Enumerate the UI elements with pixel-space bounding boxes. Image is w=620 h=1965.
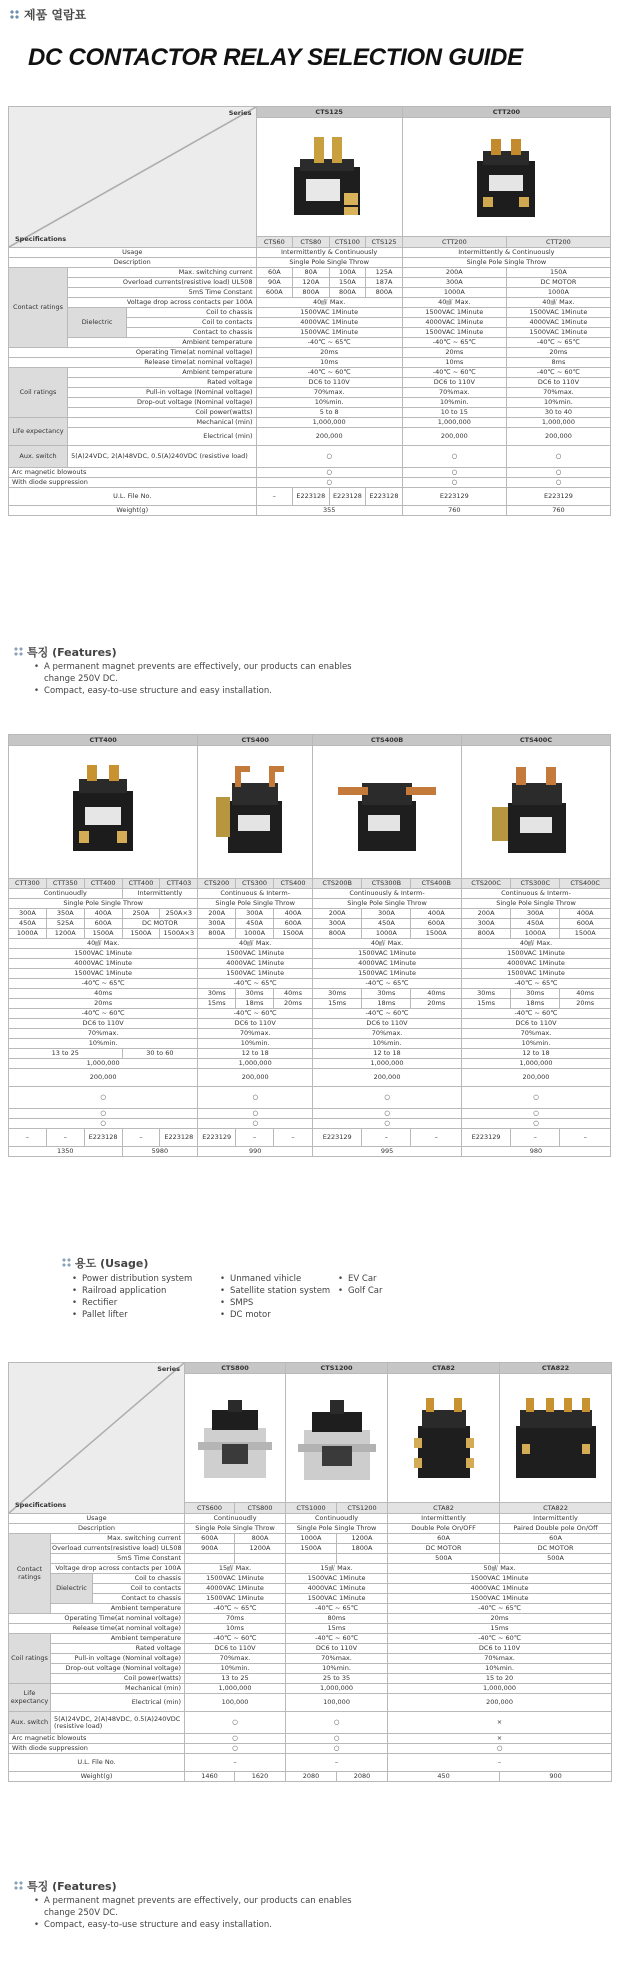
- specs-corner-3: Series Specifications: [9, 1363, 185, 1514]
- usage-item: • Railroad application: [72, 1285, 192, 1297]
- dots-icon: [62, 1258, 72, 1268]
- cts800-figure: [185, 1374, 286, 1503]
- feature-item: • A permanent magnet prevents are effectively, our products can enables change 250V DC.: [34, 1895, 594, 1919]
- cta822-figure: [500, 1374, 612, 1503]
- section-tag: 제품 열람표: [10, 6, 86, 23]
- section-dielectric-3: Dielectric: [51, 1574, 93, 1604]
- cts400c-figure: [461, 746, 610, 879]
- cta82-figure: [388, 1374, 500, 1503]
- selection-table-1: Series Specifications CTS125 CTT200 CTS60 CTS80 CTS100 CTS125 CTT200 CTT200 Usage Intermittently & Continuously Intermittently & Continuously Description Single Pole Single Throw Single Pole Single Throw Contact ratings Max. switching current 60A 80A 100A 125A 200A 150A Overload currents(resistive load) UL508 90A 120A 150A 187A 300A DC MOTOR 5mS Time Constant 600A 800A 800A 800A 1000A 1000A Voltage drop across contacts per 100A 40㎷ Max. 40㎷ Max. 40㎷ Max. Dielectric Coil to chassis 1500VAC 1Minute 1500VAC 1Minute 1500VAC 1Minute Coil to contacts 4000VAC 1Minute 4000VAC 1Minute 4000VAC 1Minute Contact to chassis 1500VAC 1Minute 1500VAC 1Minute 1500VAC 1Minute Ambient temperature -40℃ ~ 65℃ -40℃ ~ 65℃ -40℃ ~ 65℃ Operating Time(at nominal voltage) 20ms 20ms 20ms Release time(at nominal voltage) 10ms 10ms 8ms Coil ratings Ambient temperature -40℃ ~ 60℃ -40℃ ~ 60℃ -40℃ ~ 60℃ Rated voltage DC6 to 110V DC6 to 110V DC6 to 110V Pull-in voltage (Nominal voltage) 70%max. 70%max. 70%max. Drop-out voltage (Nominal voltage) 10%min. 10%min. 10%min. Coil power(watts) 5 to 8 10 to 15 30 to 40 Life expectancy Mechanical (min) 1,000,000 1,000,000 1,000,000 Electrical (min) 200,000 200,000 200,000 Aux. switch 5(A)24VDC, 2(A)48VDC, 0.5(A)240VDC (resistive load) ○ ○ ○ Arc magnetic blowouts ○ ○ ○ With diode suppression ○ ○ ○ U.L. File No. – E223128 E223128 E223128 E223129 E223129 Weight(g) 355 760 760: [8, 106, 611, 516]
- usage-item: • Pallet lifter: [72, 1309, 192, 1321]
- features-list-1: [34, 661, 594, 697]
- section-life-expectancy: Life expectancy: [9, 418, 68, 446]
- specs-corner: Series Specifications: [9, 107, 257, 248]
- usage-title: 용도 (Usage): [62, 1255, 148, 1271]
- features-title-1: 특징 (Features): [14, 644, 117, 660]
- usage-item: • Satellite station system: [220, 1285, 330, 1297]
- features-list-2: [34, 1895, 594, 1931]
- usage-item: • Rectifier: [72, 1297, 192, 1309]
- usage-item: • SMPS: [220, 1297, 330, 1309]
- section-life-expectancy-3: Life expectancy: [9, 1684, 51, 1712]
- series-ctt200: CTT200: [402, 107, 610, 118]
- usage-item: • Power distribution system: [72, 1273, 192, 1285]
- section-coil-ratings-3: Coil ratings: [9, 1634, 51, 1684]
- section-coil-ratings: Coil ratings: [9, 368, 68, 418]
- cts400b-figure: [313, 746, 462, 879]
- feature-item: • Compact, easy-to-use structure and easy installation.: [34, 685, 594, 697]
- dots-icon: [10, 10, 20, 20]
- selection-table-3: Series Specifications CTS800 CTS1200 CTA82 CTA822 CTS600 CTS800 CTS1000 CTS1200 CTA82 CTA822 Usage Continuoudly Continuoudly Intermittently Intermittently Description Single Pole Single Throw Single Pole Single Throw Double Pole On/OFF Paired Double pole On/Off Contact ratings Max. switching current 600A 800A 1000A 1200A 60A 60A Overload currents(resistive load) UL508 900A 1200A 1500A 1800A DC MOTOR DC MOTOR 5mS Time Constant 500A 500A Voltage drop across contacts per 100A 15㎷ Max. 15㎷ Max. 50㎷ Max. Dielectric Coil to chassis 1500VAC 1Minute 1500VAC 1Minute 1500VAC 1Minute Coil to contacts 4000VAC 1Minute 4000VAC 1Minute 4000VAC 1Minute Contact to chassis 1500VAC 1Minute 1500VAC 1Minute 1500VAC 1Minute Ambient temperature -40℃ ~ 65℃ -40℃ ~ 65℃ -40℃ ~ 65℃ Operating Time(at nominal voltage) 70ms 80ms 20ms Release time(at nominal voltage) 10ms 15ms 15ms Coil ratings Ambient temperature -40℃ ~ 60℃ -40℃ ~ 60℃ -40℃ ~ 60℃ Rated voltage DC6 to 110V DC6 to 110V DC6 to 110V Pull-in voltage (Nominal voltage) 70%max. 70%max. 70%max. Drop-out voltage (Nominal voltage) 10%min. 10%min. 10%min. Coil power(watts) 13 to 25 25 to 35 15 to 20 Life expectancy Mechanical (min) 1,000,000 1,000,000 1,000,000 Electrical (min) 100,000 100,000 200,000 Aux. switch 5(A)24VDC, 2(A)48VDC, 0.5(A)240VDC (resistive load) ○ ○ × Arc magnetic blowouts ○ ○ × With diode suppression ○ ○ ○ U.L. File No. – – – Weight(g) 1460 1620 2080 2080 450 900: [8, 1362, 612, 1782]
- usage-list-2: [220, 1273, 330, 1321]
- ctt200-figure: [402, 118, 610, 237]
- usage-list-1: [72, 1273, 192, 1321]
- cts1200-figure: [286, 1374, 388, 1503]
- section-contact-ratings-3: Contact ratings: [9, 1534, 51, 1614]
- ctt400-figure: [9, 746, 198, 879]
- usage-list-3: [338, 1273, 383, 1297]
- section-aux-switch-3: Aux. switch: [9, 1712, 51, 1734]
- selection-table-2: CTT400 CTS400 CTS400B CTS400C CTT300 CTT350 CTT400 CTT400 CTT403 CTS200 CTS300 CTS400 CTS200B CTS300B CTS400B CTS200C CTS300C CTS400C Continuoudly Intermittently Continuous & Interm- Continuously & Interm- Continuous & Interm- Single Pole Single Throw Single Pole Single Throw Single Pole Single Throw Single Pole Single Throw 300A 350A 400A 250A 250A×3 200A 300A 400A 200A 300A 400A 200A 300A 400A 450A 525A 600A DC MOTOR 300A 450A 600A 300A 450A 600A 300A 450A 600A 1000A 1200A 1500A 1500A 1500A×3 800A 1000A 1500A 800A 1000A 1500A 800A 1000A 1500A 40㎷ Max. 40㎷ Max. 40㎷ Max. 40㎷ Max. 1500VAC 1Minute 1500VAC 1Minute 1500VAC 1Minute 1500VAC 1Minute 4000VAC 1Minute 4000VAC 1Minute 4000VAC 1Minute 4000VAC 1Minute 1500VAC 1Minute 1500VAC 1Minute 1500VAC 1Minute 1500VAC 1Minute -40℃ ~ 65℃ -40℃ ~ 65℃ -40℃ ~ 65℃ -40℃ ~ 65℃ 40ms 30ms 30ms 40ms 30ms 30ms 40ms 30ms 30ms 40ms 20ms 15ms 18ms 20ms 15ms 18ms 20ms 15ms 18ms 20ms -40℃ ~ 60℃ -40℃ ~ 60℃ -40℃ ~ 60℃ -40℃ ~ 60℃ DC6 to 110V DC6 to 110V DC6 to 110V DC6 to 110V 70%max. 70%max. 70%max. 70%max. 10%min. 10%min. 10%min. 10%min. 13 to 25 30 to 60 12 to 18 12 to 18 12 to 18 1,000,000 1,000,000 1,000,000 1,000,000 200,000 200,000 200,000 200,000 ○ ○ ○ ○ ○ ○ ○ ○ ○ ○ ○ ○ – – E223128 – E223128 E223129 – – E223129 – – E223129 – – 1350 5980 990 995 980: [8, 734, 611, 1157]
- section-contact-ratings: Contact ratings: [9, 268, 68, 348]
- feature-item: • A permanent magnet prevents are effectively, our products can enables change 250V DC.: [34, 661, 594, 685]
- cts400-figure: [198, 746, 313, 879]
- dots-icon: [14, 647, 24, 657]
- feature-item: • Compact, easy-to-use structure and easy installation.: [34, 1919, 594, 1931]
- features-title-2: 특징 (Features): [14, 1878, 117, 1894]
- dots-icon: [14, 1881, 24, 1891]
- section-aux-switch: Aux. switch: [9, 446, 68, 468]
- usage-item: • DC motor: [220, 1309, 330, 1321]
- usage-item: • Golf Car: [338, 1285, 383, 1297]
- section-dielectric: Dielectric: [68, 308, 127, 338]
- cts125-figure: [256, 118, 402, 237]
- series-cts125: CTS125: [256, 107, 402, 118]
- page-title: DC CONTACTOR RELAY SELECTION GUIDE: [28, 44, 523, 71]
- usage-item: • Unmaned vihicle: [220, 1273, 330, 1285]
- usage-item: • EV Car: [338, 1273, 383, 1285]
